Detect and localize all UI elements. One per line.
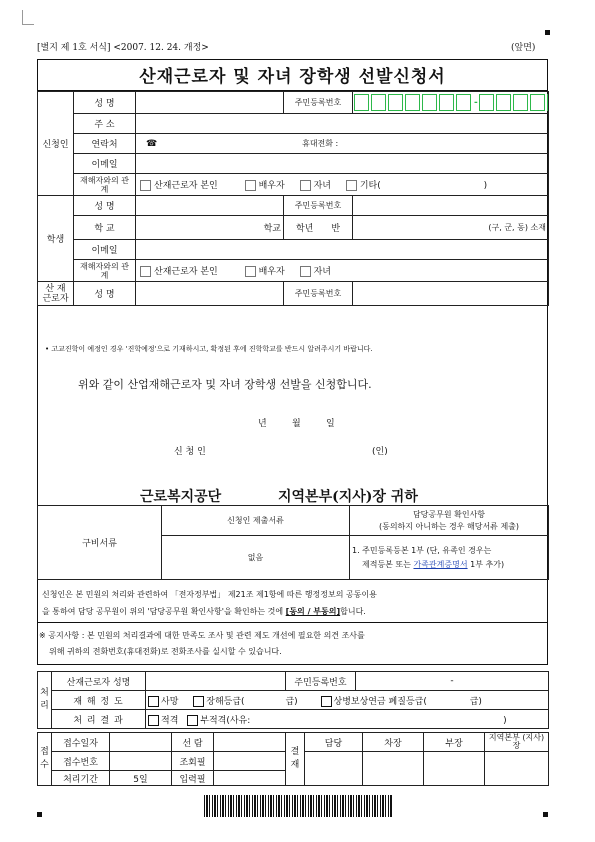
applicant-table xyxy=(37,91,549,306)
documents-none: 없음 xyxy=(162,536,350,580)
processing-worker-label: 산재근로자 성명 xyxy=(52,672,146,691)
checkbox-child[interactable] xyxy=(300,266,311,277)
applicant-email-field[interactable] xyxy=(136,154,549,174)
injury-label: 재 해 정 도 xyxy=(52,691,146,710)
corner-mark xyxy=(37,812,42,817)
survey-notice: ※ 공지사항 : 본 민원의 처리결과에 대한 만족도 조사 및 관련 제도 개선에 필요한 의견 조사를 위해 귀하의 전화번호(휴대전화)로 전화조사를 실시할 수 있습니다. xyxy=(39,631,365,656)
checkbox-death[interactable] xyxy=(148,696,159,707)
sign-deputy[interactable] xyxy=(363,752,424,786)
phone-icon: ☎ xyxy=(146,139,158,149)
corner-mark xyxy=(543,812,548,817)
check-entered: 입력필 xyxy=(172,771,214,786)
approval-label: 결 재 xyxy=(286,733,305,786)
sign-manager[interactable] xyxy=(424,752,485,786)
checkbox-spouse[interactable] xyxy=(245,266,256,277)
mobile-label: 휴대전화 : xyxy=(302,139,339,148)
checkbox-eligible[interactable] xyxy=(148,715,159,726)
student-rrn-label: 주민등록번호 xyxy=(284,196,353,216)
receipt-date-label: 접수일자 xyxy=(52,733,110,752)
barcode xyxy=(204,795,392,817)
receipt-number-label: 접수번호 xyxy=(52,752,110,771)
student-grade-field[interactable]: 학년 반 xyxy=(284,216,353,240)
student-school-label: 학 교 xyxy=(74,216,136,240)
applicant-contact-field[interactable] xyxy=(136,134,549,154)
check-reviewed: 선 람 xyxy=(172,733,214,752)
consent-text: 신청인은 본 민원의 처리와 관련하여 「전자정부법」 제21조 제1항에 따른 행정정보의 공동이용 을 통하여 담당 공무원이 위의 '담당공무원 확인사항'을 확인하는 것에 [동의 / 부동의]합니다. xyxy=(42,590,377,616)
corner-mark xyxy=(545,30,550,35)
processing-rrn-label: 주민등록번호 xyxy=(286,672,356,691)
checkbox-self[interactable] xyxy=(140,180,151,191)
sign-branch[interactable] xyxy=(485,752,549,786)
student-school-location: (구, 군, 동) 소재 xyxy=(353,216,549,240)
result-label: 처 리 결 과 xyxy=(52,710,146,729)
declaration-text: 위와 같이 산업재해근로자 및 자녀 장학생 선발을 신청합니다. xyxy=(78,378,372,391)
applicant-relation-label: 재해자와의 관 계 xyxy=(74,174,136,196)
documents-col1: 신청인 제출서류 xyxy=(162,506,350,536)
worker-name-label: 성 명 xyxy=(74,282,136,306)
page-side: (앞면) xyxy=(511,43,536,53)
family-cert-link[interactable]: 가족관계증명서 xyxy=(413,559,468,569)
check-entered-field[interactable] xyxy=(214,771,286,786)
processing-section: 처 리 xyxy=(38,672,52,729)
student-email-field[interactable] xyxy=(136,240,549,260)
check-queried-field[interactable] xyxy=(214,752,286,771)
checkbox-spouse[interactable] xyxy=(245,180,256,191)
applicant-seal[interactable]: (인) xyxy=(372,447,388,457)
processing-worker-field[interactable] xyxy=(146,672,286,691)
student-name-field[interactable] xyxy=(136,196,284,216)
receipt-date-field[interactable] xyxy=(110,733,172,752)
applicant-relation-options: 산재근로자 본인 배우자 자녀 기타( ) xyxy=(136,174,549,196)
approval-role-deputy: 차장 xyxy=(363,733,424,752)
check-queried: 조회필 xyxy=(172,752,214,771)
processing-period-value: 5일 xyxy=(110,771,172,786)
sign-staff[interactable] xyxy=(305,752,363,786)
date-month: 월 xyxy=(292,419,301,429)
divider xyxy=(37,622,548,623)
student-email-label: 이메일 xyxy=(74,240,136,260)
checkbox-pension[interactable] xyxy=(321,696,332,707)
applicant-email-label: 이메일 xyxy=(74,154,136,174)
approval-role-staff: 담당 xyxy=(305,733,363,752)
worker-section-label: 산 재 근로자 xyxy=(38,282,74,306)
student-name-label: 성 명 xyxy=(74,196,136,216)
form-number: [별지 제 1호 서식] <2007. 12. 24. 개정> xyxy=(37,43,209,53)
injury-options: 사망 장해등급( 급) 상병보상연금 폐질등급( 급) xyxy=(146,691,549,710)
result-options: 적격 부적격(사유: ) xyxy=(146,710,549,729)
applicant-name-field[interactable] xyxy=(136,92,284,114)
applicant-rrn-field[interactable]: - xyxy=(353,92,549,114)
worker-name-field[interactable] xyxy=(136,282,284,306)
student-school-field[interactable]: 학교 xyxy=(136,216,284,240)
student-relation-label: 재해자와의 관 계 xyxy=(74,260,136,282)
crop-mark xyxy=(22,10,23,24)
checkbox-other[interactable] xyxy=(346,180,357,191)
crop-mark xyxy=(22,24,34,25)
form-title: 산재근로자 및 자녀 장학생 선발신청서 xyxy=(139,67,446,87)
applicant-rrn-label: 주민등록번호 xyxy=(284,92,353,114)
applicant-name-label: 성 명 xyxy=(74,92,136,114)
documents-col2: 담당공무원 확인사항 (동의하지 아니하는 경우 해당서류 제출) xyxy=(350,506,549,536)
checkbox-self[interactable] xyxy=(140,266,151,277)
checkbox-child[interactable] xyxy=(300,180,311,191)
student-relation-options: 산재근로자 본인 배우자 자녀 xyxy=(136,260,549,282)
processing-period-label: 처리기간 xyxy=(52,771,110,786)
receipt-table xyxy=(37,732,549,786)
receipt-number-field[interactable] xyxy=(110,752,172,771)
documents-table xyxy=(37,505,549,580)
approval-role-branch: 지역본부 (지사)장 xyxy=(485,733,549,752)
applicant-address-label: 주 소 xyxy=(74,114,136,134)
addressee-branch: 지역본부(지사)장 귀하 xyxy=(278,489,418,505)
approval-role-manager: 부장 xyxy=(424,733,485,752)
applicant-contact-label: 연락처 xyxy=(74,134,136,154)
consent-choice[interactable]: [동의 / 부동의] xyxy=(285,607,341,616)
date-year: 년 xyxy=(258,419,267,429)
receipt-section: 접 수 xyxy=(38,733,52,786)
applicant-address-field[interactable] xyxy=(136,114,549,134)
checkbox-disability[interactable] xyxy=(193,696,204,707)
checkbox-ineligible[interactable] xyxy=(187,715,198,726)
date-day: 일 xyxy=(326,419,335,429)
addressee-org: 근로복지공단 xyxy=(140,489,222,505)
documents-item: 1. 주민등록등본 1부 (단, 유족인 경우는 제적등본 또는 가족관계증명서 1부 추가) xyxy=(350,536,549,580)
school-notice: • 고교진학이 예정인 경우 '진학예정'으로 기재하시고, 확정된 후에 진학학교를 반드시 알려주시기 바랍니다. xyxy=(45,345,373,353)
worker-rrn-label: 주민등록번호 xyxy=(284,282,353,306)
processing-rrn-field[interactable]: - xyxy=(356,672,549,691)
processing-table xyxy=(37,671,549,729)
applicant-section-label: 신청인 xyxy=(38,92,74,196)
worker-rrn-field[interactable] xyxy=(353,282,549,306)
documents-label: 구비서류 xyxy=(38,506,162,580)
check-reviewed-field[interactable] xyxy=(214,733,286,752)
student-section-label: 학생 xyxy=(38,196,74,282)
applicant-sign-label: 신 청 인 xyxy=(174,447,206,457)
student-rrn-field[interactable] xyxy=(353,196,549,216)
